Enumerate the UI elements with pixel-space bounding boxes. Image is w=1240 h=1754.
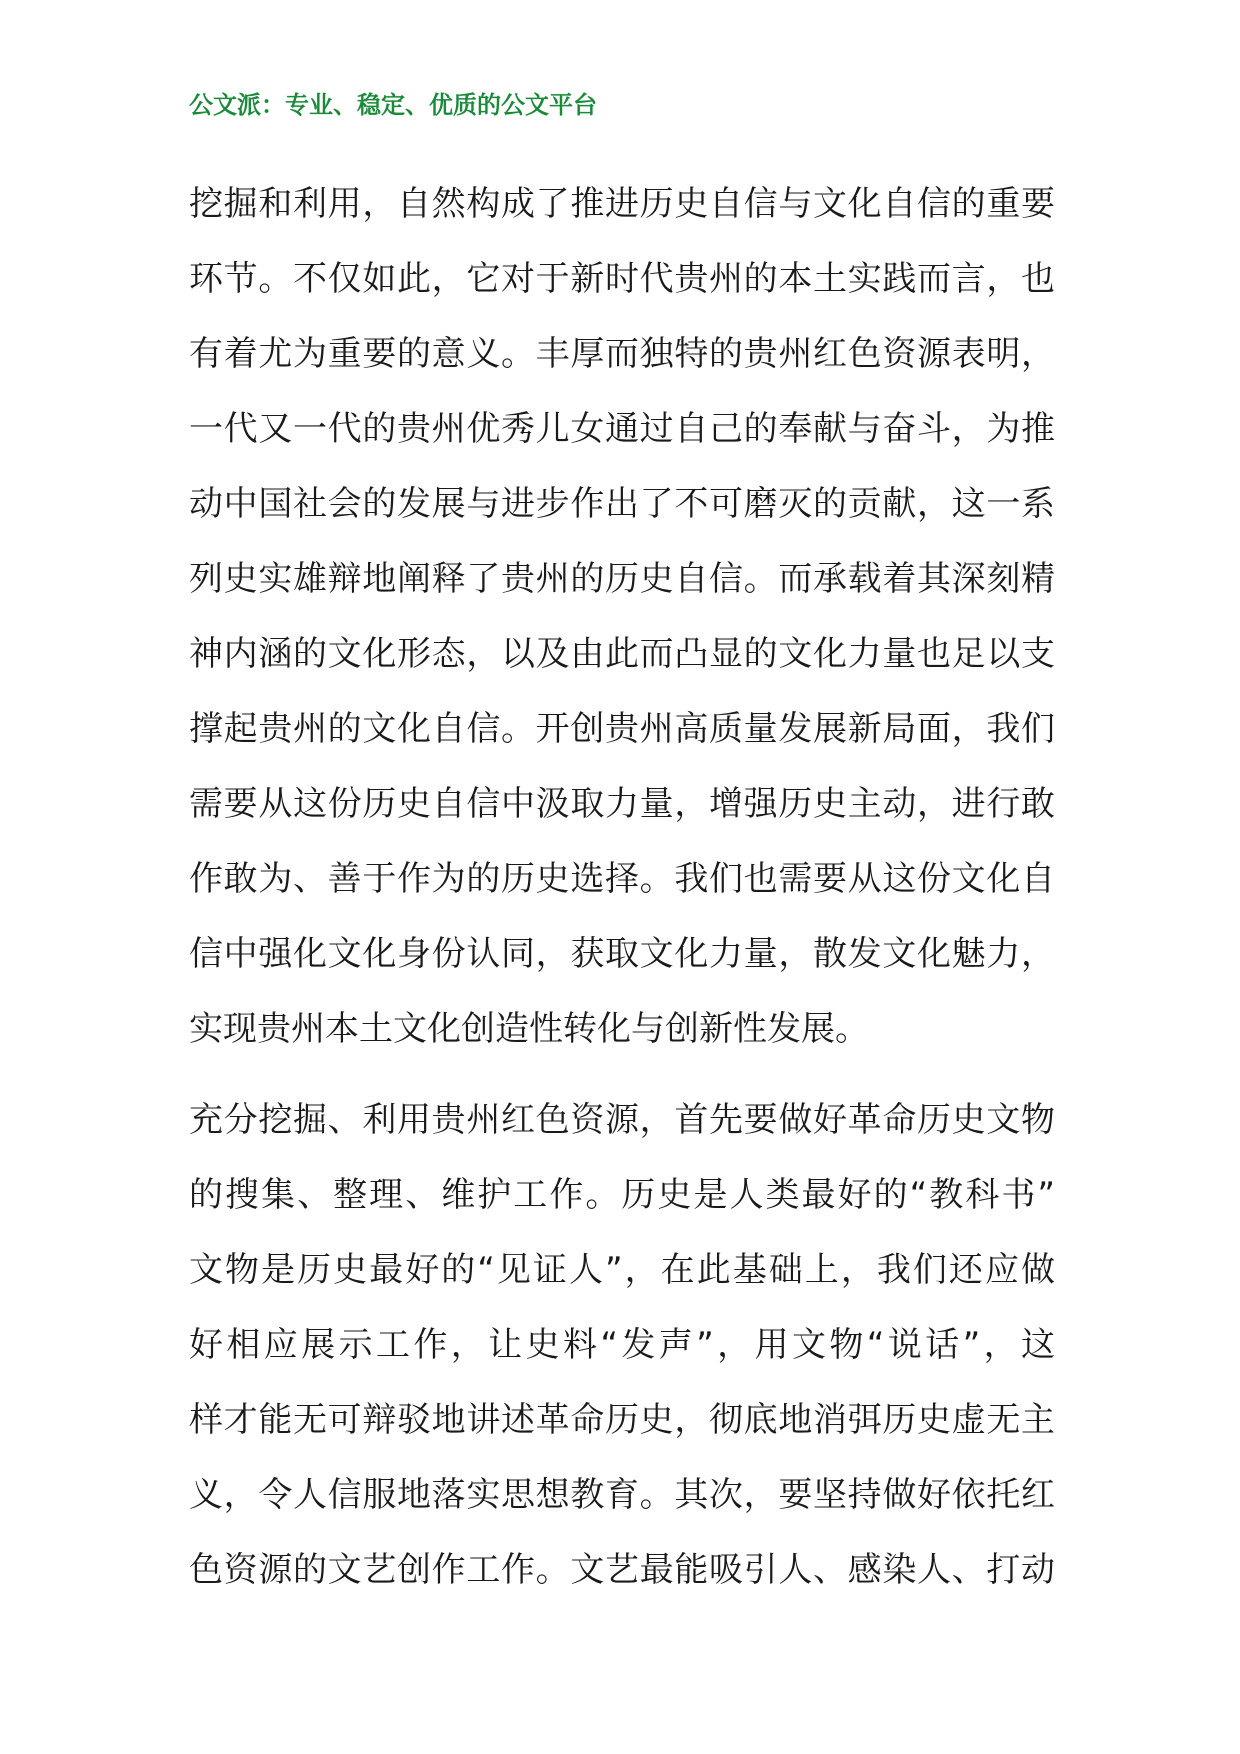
text-line: 需要从这份历史自信中汲取力量，增强历史主动，进行敢 <box>189 784 1055 824</box>
document-body <box>189 167 1055 1608</box>
text-line: 动中国社会的发展与进步作出了不可磨灭的贡献，这一系 <box>189 484 1055 524</box>
paragraph-1 <box>189 167 1055 1067</box>
text-line: 神内涵的文化形态，以及由此而凸显的文化力量也足以支 <box>189 634 1055 674</box>
text-line: 好相应展示工作，让史料“发声”，用文物“说话”，这 <box>189 1325 1055 1365</box>
text-line: 挖掘和利用，自然构成了推进历史自信与文化自信的重要 <box>189 184 1055 224</box>
text-line: 充分挖掘、利用贵州红色资源，首先要做好革命历史文物 <box>189 1100 1055 1140</box>
text-line: 信中强化文化身份认同，获取文化力量，散发文化魅力， <box>189 934 1055 974</box>
text-line: 作敢为、善于作为的历史选择。我们也需要从这份文化自 <box>189 859 1055 899</box>
text-line: 有着尤为重要的意义。丰厚而独特的贵州红色资源表明， <box>189 334 1055 374</box>
paragraph-2 <box>189 1083 1055 1608</box>
text-line: 列史实雄辩地阐释了贵州的历史自信。而承载着其深刻精 <box>189 559 1055 599</box>
text-line: 一代又一代的贵州优秀儿女通过自己的奉献与奋斗，为推 <box>189 409 1055 449</box>
text-line: 义，令人信服地落实思想教育。其次，要坚持做好依托红 <box>189 1475 1055 1515</box>
text-line: 样才能无可辩驳地讲述革命历史，彻底地消弭历史虚无主 <box>189 1400 1055 1440</box>
text-line: 实现贵州本土文化创造性转化与创新性发展。 <box>189 1009 869 1049</box>
text-line: 文物是历史最好的“见证人”，在此基础上，我们还应做 <box>189 1250 1055 1290</box>
text-line: 色资源的文艺创作工作。文艺最能吸引人、感染人、打动 <box>189 1550 1055 1590</box>
text-line: 环节。不仅如此，它对于新时代贵州的本土实践而言，也 <box>189 259 1055 299</box>
header-banner: 公文派：专业、稳定、优质的公文平台 <box>189 90 597 119</box>
text-line: 的搜集、整理、维护工作。历史是人类最好的“教科书” <box>189 1175 1055 1215</box>
text-line: 撑起贵州的文化自信。开创贵州高质量发展新局面，我们 <box>189 709 1055 749</box>
